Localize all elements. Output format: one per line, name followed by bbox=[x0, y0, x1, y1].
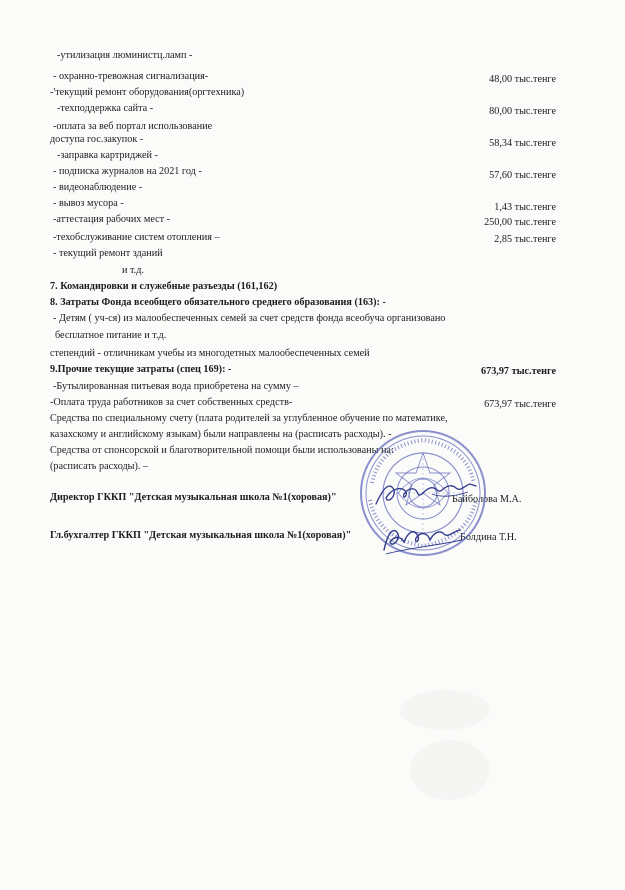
line-workplace-certification: -аттестация рабочих мест - bbox=[53, 214, 171, 225]
line-heating-service: -техобслуживание систем отопления – bbox=[53, 232, 220, 243]
director-title: Директор ГККП "Детская музыкальная школа №1(хоровая)" bbox=[50, 492, 337, 503]
amount-web-portal: 58,34 тыс.тенге bbox=[489, 138, 556, 149]
director-name: Байболова М.А. bbox=[452, 494, 522, 505]
section-8-heading: 8. Затраты Фонда всеобщего обязательного среднего образования (163): - bbox=[50, 297, 386, 308]
amount-journals: 57,60 тыс.тенге bbox=[489, 170, 556, 181]
line-sponsorship-cont: (расписать расходы). – bbox=[50, 461, 149, 472]
line-alarm-system: - охранно-тревожная сигнализация- bbox=[53, 71, 209, 82]
accountant-name: Болдина Т.Н. bbox=[460, 532, 517, 543]
amount-staff-payment: 673,97 тыс.тенге bbox=[484, 399, 556, 410]
line-utilization-lamps: -утилизация люминистц.ламп - bbox=[57, 50, 193, 61]
line-journals: - подписка журналов на 2021 год - bbox=[53, 166, 202, 177]
scan-smudge bbox=[400, 690, 490, 730]
line-etc: и т.д. bbox=[122, 265, 144, 276]
line-staff-payment: -Оплата труда работников за счет собственных средств- bbox=[50, 397, 293, 408]
line-gov-procurement: доступа гос.закупок - bbox=[50, 134, 144, 145]
line-cartridges: -заправка картриджей - bbox=[57, 150, 158, 161]
amount-alarm-system: 48,00 тыс.тенге bbox=[489, 74, 556, 85]
line-web-portal: -оплата за веб портал использование bbox=[53, 121, 213, 132]
line-stipends: степендий - отличникам учебы из многодетных малообеспеченных семей bbox=[50, 348, 370, 359]
scan-smudge bbox=[410, 740, 490, 800]
line-special-account: Средства по специальному счету (плата родителей за углубленное обучение по математике, bbox=[50, 413, 448, 424]
amount-heating-service: 2,85 тыс.тенге bbox=[494, 234, 556, 245]
amount-site-support: 80,00 тыс.тенге bbox=[489, 106, 556, 117]
director-signature bbox=[372, 478, 482, 512]
line-bottled-water: -Бутылированная питьевая вода приобретена на сумму – bbox=[53, 381, 299, 392]
line-cctv: - видеонаблюдение - bbox=[53, 182, 143, 193]
line-children-meals: - Детям ( уч-ся) из малообеспеченных семей за счет средств фонда всеобуча организовано bbox=[53, 313, 446, 324]
amount-section-9: 673,97 тыс.тенге bbox=[481, 366, 556, 377]
section-9-heading: 9.Прочие текущие затраты (спец 169): - bbox=[50, 364, 232, 375]
line-special-account-cont: казахскому и английскому языкам) были направлены на (расписать расходы). - bbox=[50, 429, 392, 440]
accountant-signature bbox=[378, 520, 468, 560]
line-building-repair: - текущий ремонт зданий bbox=[53, 248, 163, 259]
line-free-meals: бесплатное питание и т.д. bbox=[55, 330, 167, 341]
accountant-title: Гл.бухгалтер ГККП "Детская музыкальная школа №1(хоровая)" bbox=[50, 530, 352, 541]
line-site-support: -техподдержка сайта - bbox=[57, 103, 154, 114]
amount-workplace-certification: 250,00 тыс.тенге bbox=[484, 217, 556, 228]
amount-garbage: 1,43 тыс.тенге bbox=[494, 202, 556, 213]
line-equipment-repair: -'текущий ремонт оборудования(оргтехника) bbox=[50, 87, 245, 98]
line-sponsorship: Средства от спонсорской и благотворительной помощи были использованы на: bbox=[50, 445, 394, 456]
line-garbage: - вывоз мусора - bbox=[53, 198, 124, 209]
section-7-heading: 7. Командировки и служебные разъезды (161,162) bbox=[50, 281, 278, 292]
